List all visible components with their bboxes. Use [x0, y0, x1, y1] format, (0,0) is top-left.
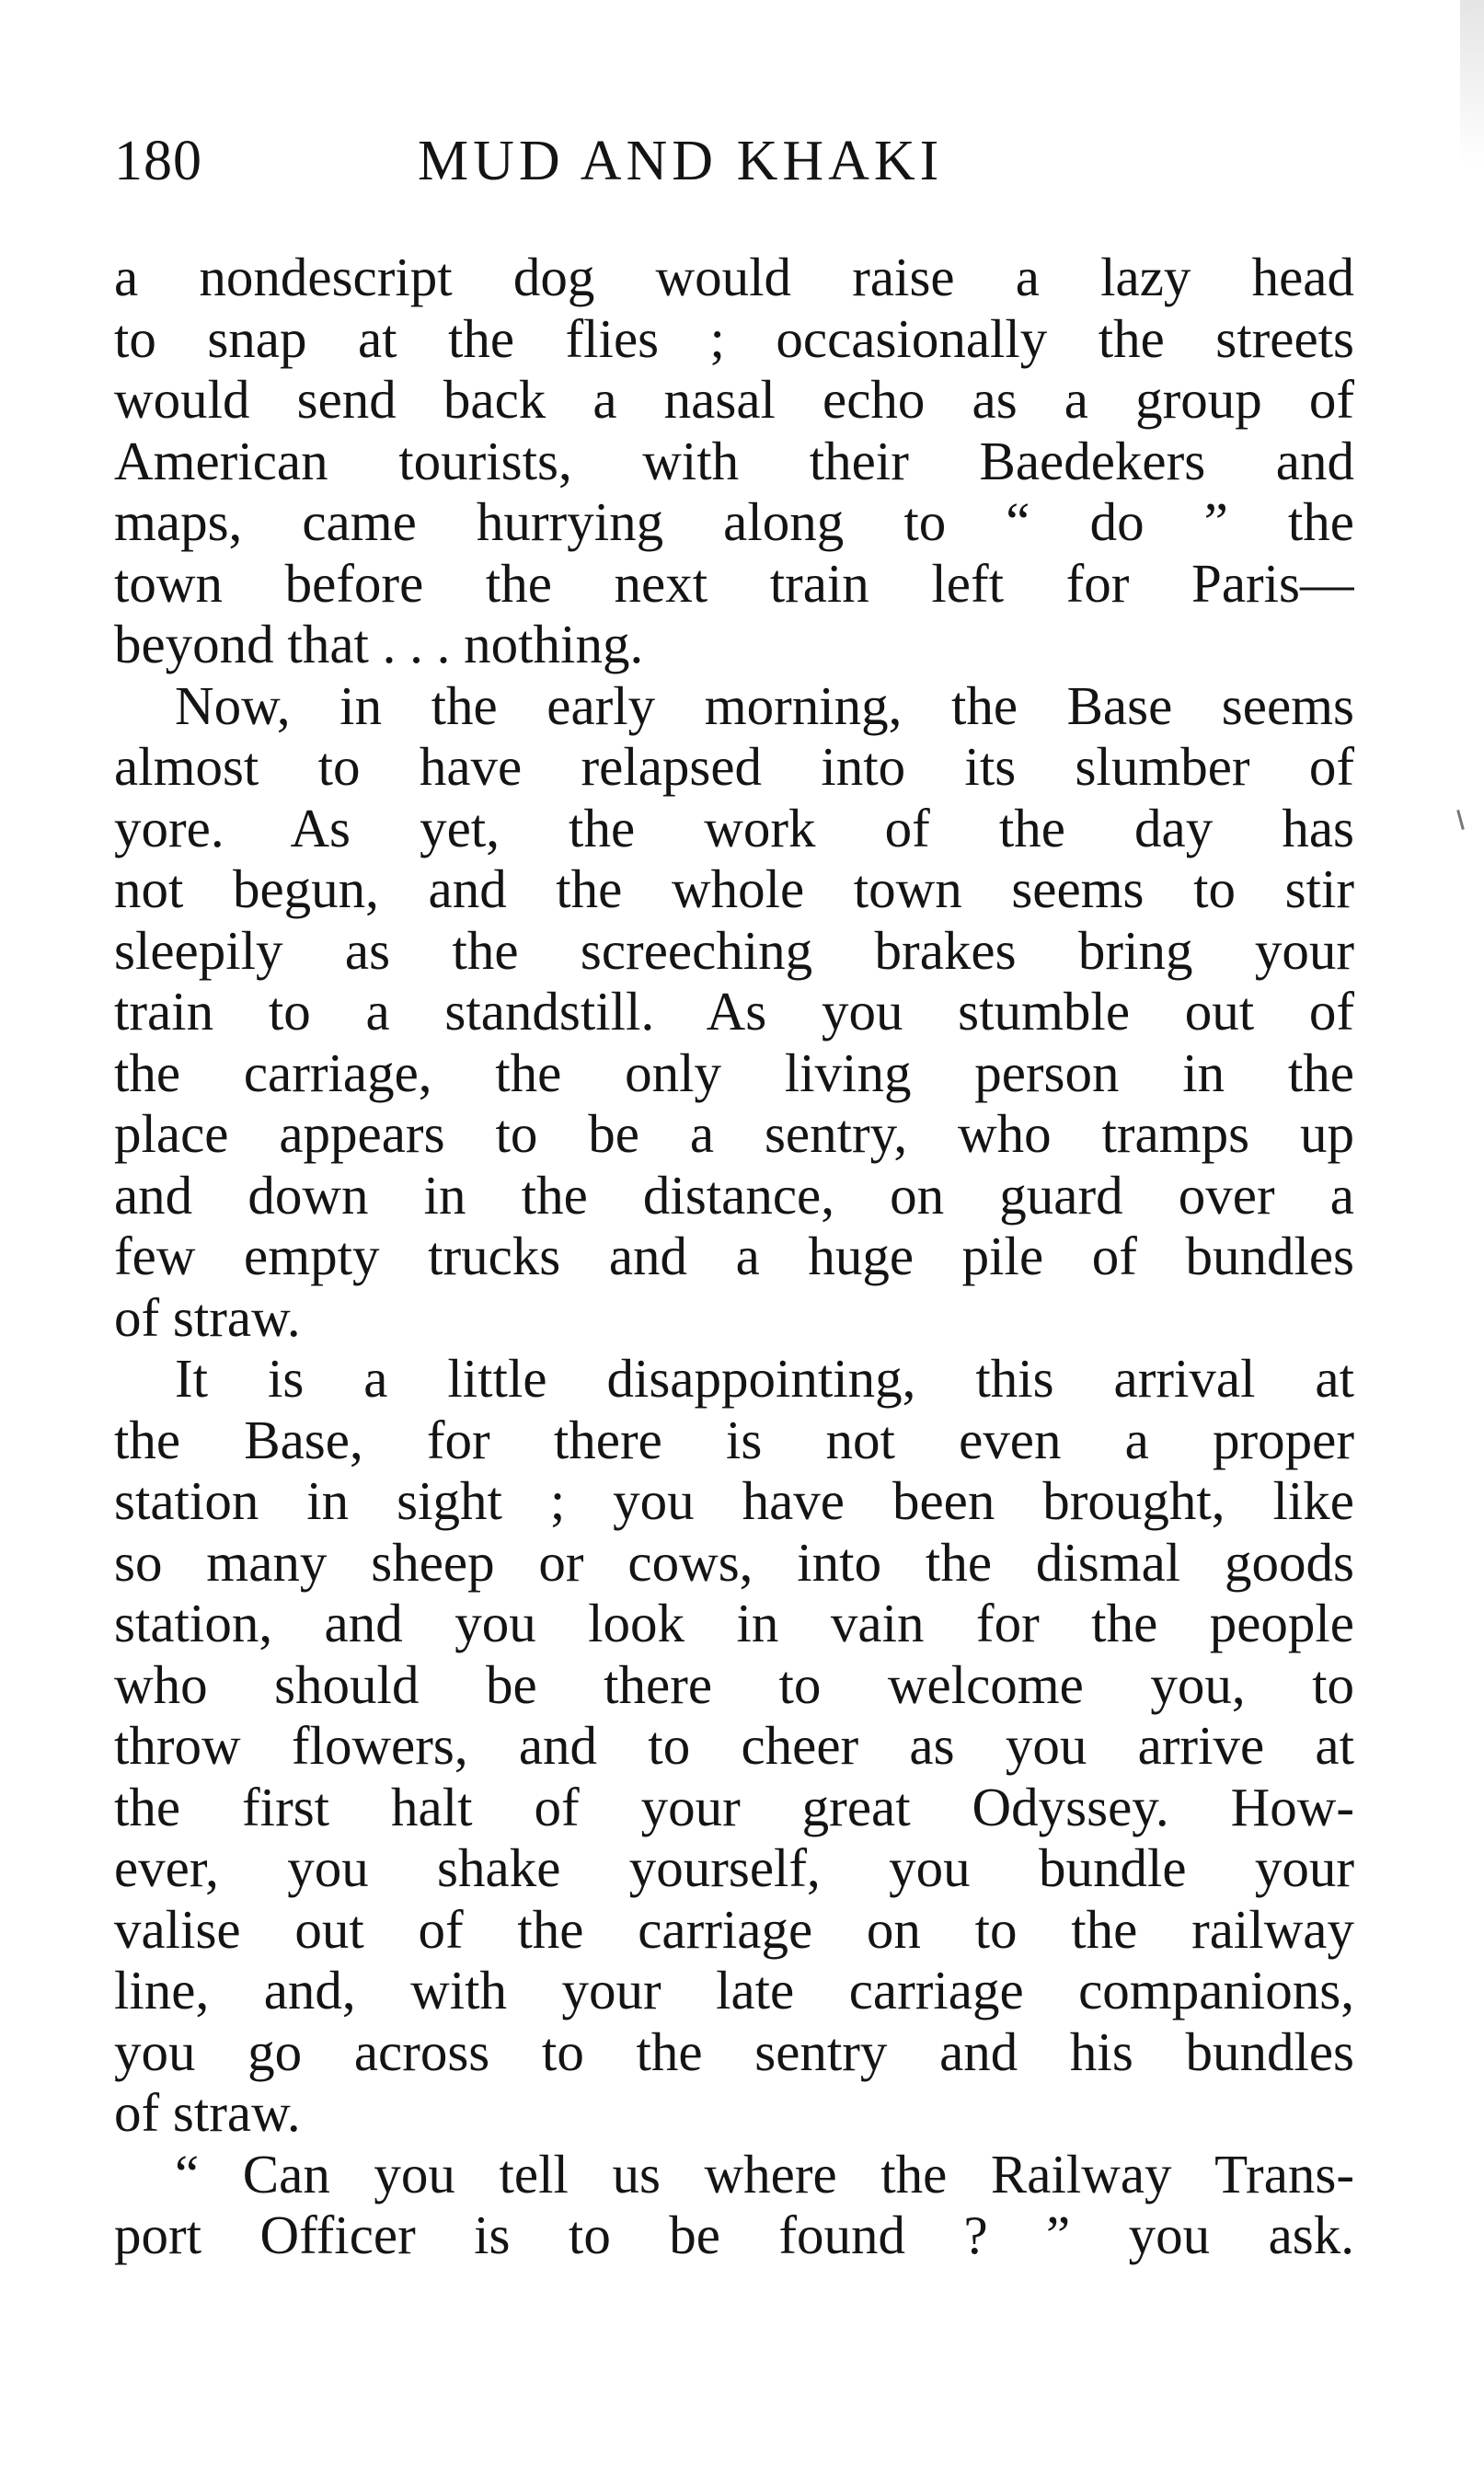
- page-number: 180: [114, 130, 202, 192]
- text-line: Now, in the early morning, the Base seems: [175, 674, 1354, 736]
- text-line: ever, you shake yourself, you bundle your: [114, 1837, 1354, 1898]
- text-line: the carriage, the only living person in the: [114, 1042, 1354, 1103]
- body-text: [114, 247, 1354, 2266]
- text-line: place appears to be a sentry, who tramps up: [114, 1103, 1354, 1164]
- text-line: the Base, for there is not even a proper: [114, 1409, 1354, 1470]
- running-head: MUD AND KHAKI: [418, 130, 944, 192]
- text-line: and down in the distance, on guard over a: [114, 1164, 1354, 1226]
- margin-mark: [1456, 810, 1465, 830]
- text-line: the first halt of your great Odyssey. How-: [114, 1776, 1354, 1837]
- text-line: beyond that . . . nothing.: [114, 614, 644, 674]
- text-line: not begun, and the whole town seems to stir: [114, 858, 1354, 919]
- text-line: of straw.: [114, 2082, 301, 2143]
- text-line: throw flowers, and to cheer as you arrive at: [114, 1715, 1354, 1776]
- text-line: American tourists, with their Baedekers and: [114, 430, 1354, 491]
- text-line: port Officer is to be found ? ” you ask.: [114, 2204, 1354, 2265]
- page-edge-shading: [1460, 0, 1484, 166]
- text-line: a nondescript dog would raise a lazy head: [114, 247, 1354, 307]
- text-line: almost to have relapsed into its slumber of: [114, 736, 1354, 797]
- text-line: few empty trucks and a huge pile of bundles: [114, 1226, 1354, 1286]
- text-line: line, and, with your late carriage companions,: [114, 1960, 1354, 2020]
- text-line: you go across to the sentry and his bundles: [114, 2020, 1354, 2082]
- text-line: to snap at the flies ; occasionally the streets: [114, 307, 1354, 369]
- text-line: It is a little disappointing, this arrival at: [175, 1348, 1354, 1409]
- text-line: yore. As yet, the work of the day has: [114, 797, 1354, 858]
- text-line: so many sheep or cows, into the dismal goods: [114, 1531, 1354, 1593]
- text-line: station in sight ; you have been brought, like: [114, 1470, 1354, 1531]
- text-line: maps, came hurrying along to “ do ” the: [114, 491, 1354, 552]
- text-line: valise out of the carriage on to the railway: [114, 1898, 1354, 1960]
- text-line: town before the next train left for Paris—: [114, 552, 1354, 614]
- page-header: [114, 129, 1354, 202]
- text-line: who should be there to welcome you, to: [114, 1653, 1354, 1715]
- text-line: sleepily as the screeching brakes bring your: [114, 919, 1354, 981]
- text-line: of straw.: [114, 1286, 301, 1348]
- text-line: would send back a nasal echo as a group of: [114, 369, 1354, 430]
- text-line: station, and you look in vain for the people: [114, 1593, 1354, 1653]
- text-line: train to a standstill. As you stumble out of: [114, 981, 1354, 1042]
- text-line: “ Can you tell us where the Railway Trans-: [175, 2143, 1354, 2204]
